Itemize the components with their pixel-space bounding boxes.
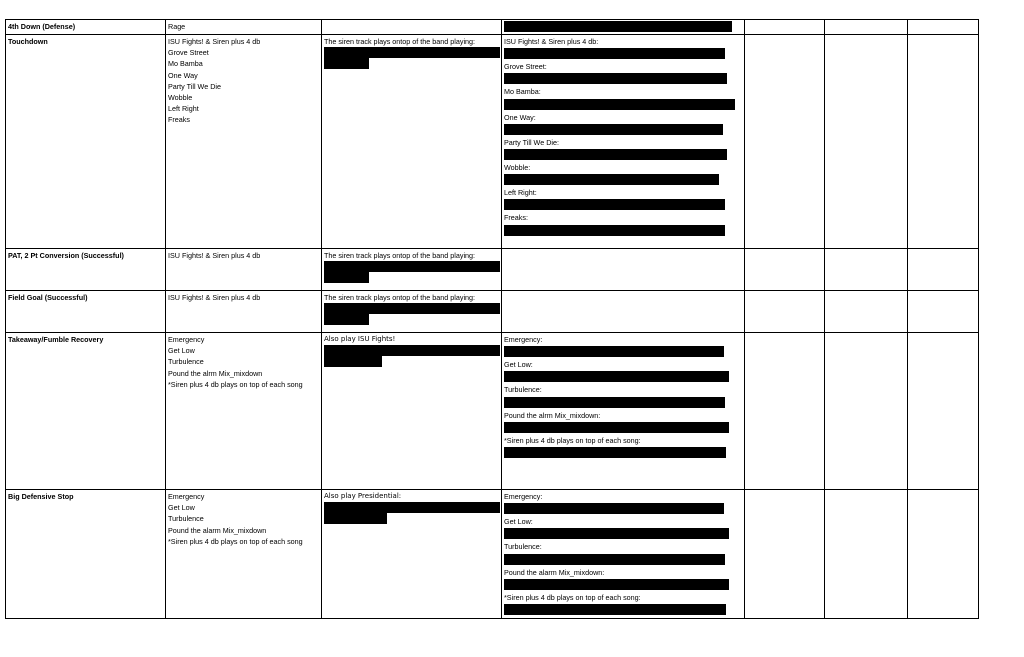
redaction-bar — [504, 604, 726, 615]
entry-label: One Way: — [504, 112, 536, 122]
redaction-bar — [504, 124, 723, 135]
entry-label: Emergency: — [504, 335, 543, 344]
entry-label: Grove Street: — [504, 62, 547, 72]
event-name: 4th Down (Defense) — [6, 20, 166, 35]
empty-cell — [825, 490, 908, 619]
redaction-bar — [324, 261, 500, 272]
event-name: Takeaway/Fumble Recovery — [6, 333, 166, 490]
redaction-bar — [324, 303, 500, 314]
note-text: The siren track plays ontop of the band playing: — [324, 37, 476, 46]
redaction-bar — [324, 47, 500, 58]
empty-cell — [745, 333, 825, 490]
note-text: Also play ISU Fights! — [324, 335, 396, 343]
entry-label: ISU Fights! & Siren plus 4 db: — [504, 37, 599, 46]
note-cell — [322, 291, 502, 333]
song-item: Pound the alrm Mix_mixdown — [168, 368, 263, 378]
note-text: Also play Presidential: — [324, 492, 402, 500]
empty-cell — [825, 291, 908, 333]
song-item: Wobble — [168, 93, 193, 103]
song-item: Party Till We Die — [168, 81, 221, 91]
empty-cell — [825, 333, 908, 490]
entries-cell — [502, 20, 745, 35]
song-item: Freaks — [168, 115, 190, 125]
song-item: Left Right — [168, 104, 199, 114]
entry-label: Pound the alarm Mix_mixdown: — [504, 567, 605, 577]
empty-cell — [908, 490, 979, 619]
redaction-bar — [324, 272, 369, 283]
song-list — [166, 20, 322, 35]
redaction-bar — [504, 503, 724, 514]
event-name: PAT, 2 Pt Conversion (Successful) — [6, 249, 166, 291]
empty-cell — [825, 249, 908, 291]
entries-cell — [502, 35, 745, 249]
entry-label: Left Right: — [504, 188, 537, 198]
song-item: Grove Street — [168, 48, 209, 58]
entries-cell — [502, 490, 745, 619]
entry-label: Turbulence: — [504, 542, 542, 552]
table-row — [6, 333, 979, 490]
redaction-bar — [504, 528, 729, 539]
song-list — [166, 249, 322, 291]
entry-label: Pound the alrm Mix_mixdown: — [504, 410, 601, 420]
song-list — [166, 490, 322, 619]
song-item: Emergency — [168, 492, 205, 501]
empty-cell — [908, 333, 979, 490]
entry-label: Freaks: — [504, 213, 528, 223]
redaction-bar — [324, 356, 382, 367]
redaction-bar — [504, 346, 724, 357]
song-item: Turbulence — [168, 357, 204, 367]
event-name: Field Goal (Successful) — [6, 291, 166, 333]
empty-cell — [745, 291, 825, 333]
empty-cell — [745, 490, 825, 619]
empty-cell — [908, 291, 979, 333]
redaction-bar — [504, 149, 727, 160]
empty-cell — [825, 35, 908, 249]
redaction-bar — [504, 447, 726, 458]
empty-cell — [908, 249, 979, 291]
redaction-bar — [324, 502, 500, 513]
empty-cell — [908, 35, 979, 249]
song-list — [166, 35, 322, 249]
redaction-bar — [504, 174, 719, 185]
event-music-table — [5, 19, 979, 619]
event-name: Big Defensive Stop — [6, 490, 166, 619]
redaction-bar — [504, 397, 725, 408]
note-cell — [322, 333, 502, 490]
song-item: Turbulence — [168, 514, 204, 524]
entry-label: Get Low: — [504, 517, 533, 527]
table-row — [6, 35, 979, 249]
redaction-bar — [504, 371, 729, 382]
song-item: Rage — [168, 22, 186, 31]
song-item: Emergency — [168, 335, 205, 344]
entry-label: Emergency: — [504, 492, 543, 501]
note-cell — [322, 490, 502, 619]
redaction-bar — [504, 99, 735, 110]
redaction-bar — [504, 579, 729, 590]
song-item: *Siren plus 4 db plays on top of each song — [168, 379, 303, 389]
song-item: Mo Bamba — [168, 59, 203, 69]
redaction-bar — [504, 554, 725, 565]
redaction-bar — [504, 422, 729, 433]
redaction-bar — [324, 345, 500, 356]
entry-label: Turbulence: — [504, 385, 542, 395]
entry-label: Party Till We Die: — [504, 137, 559, 147]
song-list — [166, 333, 322, 490]
song-list — [166, 291, 322, 333]
note-text: The siren track plays ontop of the band playing: — [324, 293, 476, 302]
song-item: *Siren plus 4 db plays on top of each song — [168, 536, 303, 546]
redaction-bar — [504, 199, 725, 210]
song-item: One Way — [168, 70, 198, 80]
table-row — [6, 20, 979, 35]
entry-label: *Siren plus 4 db plays on top of each song: — [504, 592, 641, 602]
song-item: Pound the alarm Mix_mixdown — [168, 525, 267, 535]
empty-cell — [745, 20, 825, 35]
redaction-bar — [324, 513, 387, 524]
song-item: ISU Fights! & Siren plus 4 db — [168, 293, 261, 302]
redaction-bar — [324, 58, 369, 69]
entry-label: Get Low: — [504, 360, 533, 370]
table-row — [6, 490, 979, 619]
redaction-bar — [504, 21, 732, 32]
empty-cell — [908, 20, 979, 35]
note-cell — [322, 20, 502, 35]
entries-cell — [502, 291, 745, 333]
redaction-bar — [324, 314, 369, 325]
empty-cell — [825, 20, 908, 35]
entry-label: *Siren plus 4 db plays on top of each song: — [504, 435, 641, 445]
entries-cell — [502, 249, 745, 291]
song-item: ISU Fights! & Siren plus 4 db — [168, 37, 261, 46]
redaction-bar — [504, 73, 727, 84]
entries-cell — [502, 333, 745, 490]
entry-label: Wobble: — [504, 163, 531, 173]
song-item: Get Low — [168, 503, 195, 513]
song-item: ISU Fights! & Siren plus 4 db — [168, 251, 261, 260]
note-text: The siren track plays ontop of the band playing: — [324, 251, 476, 260]
note-cell — [322, 35, 502, 249]
song-item: Get Low — [168, 346, 195, 356]
entry-label: Mo Bamba: — [504, 87, 541, 97]
event-name: Touchdown — [6, 35, 166, 249]
redaction-bar — [504, 48, 725, 59]
empty-cell — [745, 35, 825, 249]
table-row — [6, 291, 979, 333]
redaction-bar — [504, 225, 725, 236]
note-cell — [322, 249, 502, 291]
empty-cell — [745, 249, 825, 291]
table-row — [6, 249, 979, 291]
